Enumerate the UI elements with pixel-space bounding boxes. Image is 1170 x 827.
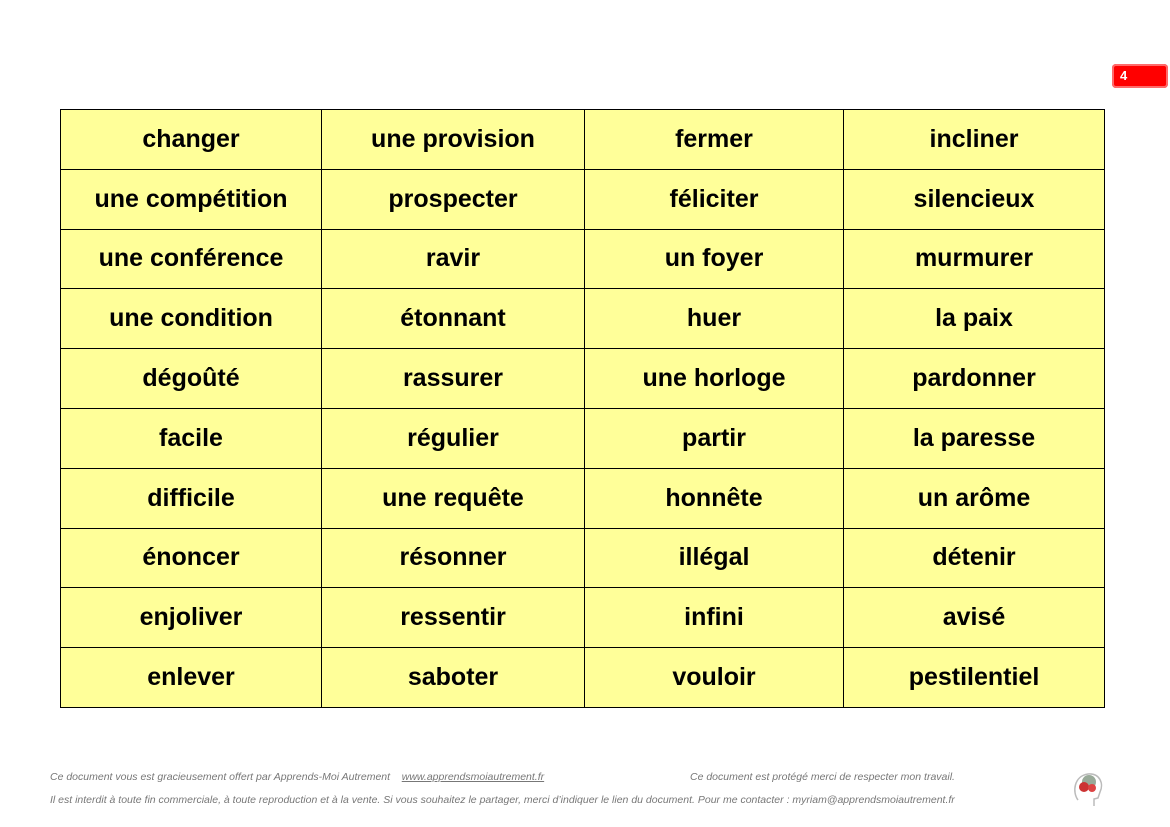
word-cell: silencieux	[844, 169, 1105, 229]
word-cell: saboter	[322, 648, 585, 708]
table-row	[61, 169, 1105, 229]
footer-protected-text: Ce document est protégé merci de respecter mon travail.	[690, 771, 955, 783]
word-cell: la paresse	[844, 408, 1105, 468]
word-cell: rassurer	[322, 349, 585, 409]
word-cell: une requête	[322, 468, 585, 528]
word-cell: une horloge	[585, 349, 844, 409]
word-cell: enlever	[61, 648, 322, 708]
table-row	[61, 408, 1105, 468]
table-row	[61, 588, 1105, 648]
table-row	[61, 468, 1105, 528]
word-cell: ravir	[322, 229, 585, 289]
word-cell: un arôme	[844, 468, 1105, 528]
footer-line-1	[50, 771, 544, 783]
word-cell: la paix	[844, 289, 1105, 349]
word-cell: féliciter	[585, 169, 844, 229]
word-cell: une compétition	[61, 169, 322, 229]
word-cell: une provision	[322, 110, 585, 170]
word-cell: avisé	[844, 588, 1105, 648]
word-cell: ressentir	[322, 588, 585, 648]
word-cell: détenir	[844, 528, 1105, 588]
word-cell: vouloir	[585, 648, 844, 708]
word-cell: une condition	[61, 289, 322, 349]
word-cell: partir	[585, 408, 844, 468]
table-row	[61, 229, 1105, 289]
word-cell: régulier	[322, 408, 585, 468]
word-cell: infini	[585, 588, 844, 648]
table-row	[61, 110, 1105, 170]
word-cell: un foyer	[585, 229, 844, 289]
table-row	[61, 648, 1105, 708]
word-cell: incliner	[844, 110, 1105, 170]
word-cell: étonnant	[322, 289, 585, 349]
word-cell: illégal	[585, 528, 844, 588]
footer-offer-text: Ce document vous est gracieusement offert par Apprends-Moi Autrement	[50, 771, 391, 783]
word-cell: difficile	[61, 468, 322, 528]
footer-legal-text: Il est interdit à toute fin commerciale, à toute reproduction et à la vente. Si vous souhaitez le partager, merci d’indiquer le lien du document. Pour me contacter : myriam@apprendsmoiautrement.fr	[50, 794, 955, 806]
word-cell: résonner	[322, 528, 585, 588]
word-cell: énoncer	[61, 528, 322, 588]
brain-head-logo	[1072, 770, 1104, 808]
word-cell: une conférence	[61, 229, 322, 289]
word-cell: prospecter	[322, 169, 585, 229]
word-cell: murmurer	[844, 229, 1105, 289]
word-cell: pardonner	[844, 349, 1105, 409]
page-number-badge: 4	[1112, 64, 1168, 88]
word-cell: enjoliver	[61, 588, 322, 648]
word-cell: honnête	[585, 468, 844, 528]
word-cell: pestilentiel	[844, 648, 1105, 708]
word-cell: fermer	[585, 110, 844, 170]
footer-website-link[interactable]: www.apprendsmoiautrement.fr	[401, 771, 545, 783]
word-table	[60, 109, 1105, 708]
word-cell: dégoûté	[61, 349, 322, 409]
word-cell: changer	[61, 110, 322, 170]
table-row	[61, 528, 1105, 588]
table-row	[61, 349, 1105, 409]
word-cell: facile	[61, 408, 322, 468]
word-cell: huer	[585, 289, 844, 349]
table-row	[61, 289, 1105, 349]
